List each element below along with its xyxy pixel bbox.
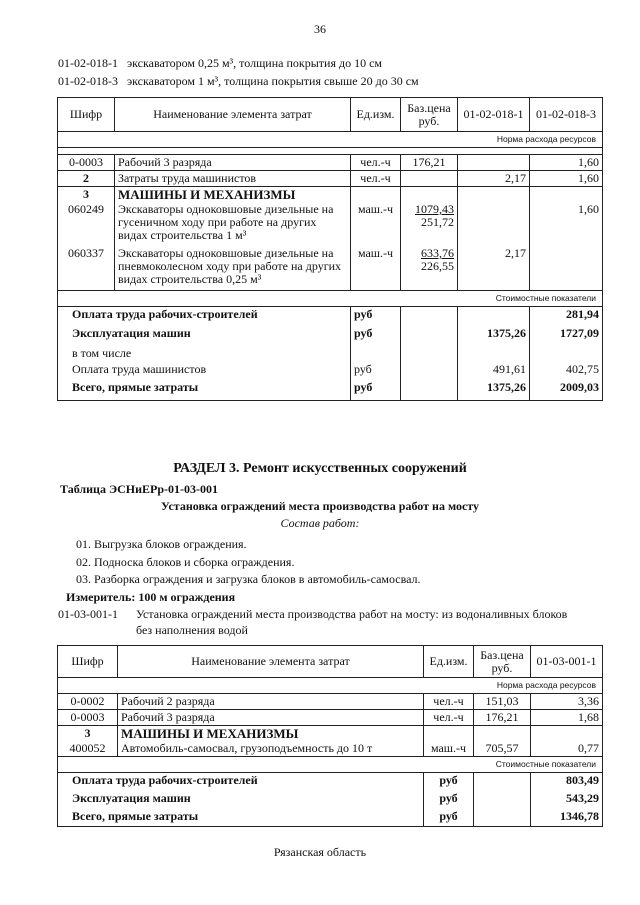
table-row [58, 362, 603, 380]
t2-header-name: Наименование элемента затрат [118, 646, 424, 678]
works-title: Состав работ: [280, 516, 360, 530]
t2-r2-unit: чел.-ч [424, 710, 474, 726]
t2-c1-unit: руб [424, 773, 474, 791]
t1-header-price: Баз.цена руб. [401, 98, 458, 132]
work-item-3: 03. Разборка ограждения и загрузка блоков в автомобиль-самосвал. [76, 572, 421, 586]
table-row [58, 710, 603, 726]
page-number: 36 [314, 22, 326, 36]
t2-c3-v1: 1346,78 [531, 809, 603, 827]
t1-c5-unit: руб [351, 380, 401, 400]
footer-region: Рязанская область [273, 845, 367, 859]
t2-r1-price: 151,03 [474, 694, 531, 710]
t2-m1-name: Автомобиль-самосвал, грузоподъемность до 10 т [118, 741, 424, 757]
t1-header-name: Наименование элемента затрат [115, 98, 351, 132]
t1-header-col1: 01-02-018-1 [458, 98, 530, 132]
t1-m1-price2: 251,72 [421, 215, 454, 229]
t1-m2-code: 060337 [58, 246, 115, 290]
t1-m1-unit: маш.-ч [351, 202, 401, 246]
top-line-2 [58, 74, 419, 89]
t1-m1-name: Экскаваторы одноковшовые дизельные на гусеничном ходу при работе на других видах строительства 1 м³ [115, 202, 351, 246]
table-row [58, 694, 603, 710]
t1-c2-v1: 1375,26 [458, 326, 530, 346]
t1-m1-price1: 1079,43 [415, 202, 454, 216]
t1-c5-v1: 1375,26 [458, 380, 530, 400]
t1-c1-v2: 281,94 [530, 306, 603, 326]
t2-m1-price: 705,57 [474, 741, 531, 757]
section-title: РАЗДЕЛ 3. Ремонт искусственных сооружений [173, 461, 467, 476]
t1-m2-name: Экскаваторы одноковшовые дизельные на пневмоколесном ходу при работе на других видах строительства 0,25 м³ [115, 246, 351, 290]
t2-r1-v1: 3,36 [531, 694, 603, 710]
t1-c1-unit: руб [351, 306, 401, 326]
t2-c2-v1: 543,29 [531, 791, 603, 809]
t1-header-code: Шифр [58, 98, 115, 132]
t1-c4-v1: 491,61 [458, 362, 530, 380]
table-row [58, 741, 603, 757]
table-row [58, 306, 603, 326]
t1-r1-code: 0-0003 [58, 155, 115, 171]
top-line-2-text: экскаватором 1 м³, толщина покрытия свыше 20 до 30 см [127, 74, 419, 88]
t2-m1-code: 400052 [58, 741, 118, 757]
t1-header-unit: Ед.изм. [351, 98, 401, 132]
t2-c1-v1: 803,49 [531, 773, 603, 791]
t1-m2-price1: 633,76 [421, 246, 454, 260]
t1-m1-v1 [458, 202, 530, 246]
t1-header-col2: 01-02-018-3 [530, 98, 603, 132]
t2-r2-v1: 1,68 [531, 710, 603, 726]
t2-c1-name: Оплата труда рабочих-строителей [58, 773, 424, 791]
t2-m1-v1: 0,77 [531, 741, 603, 757]
t1-r2-name: Затраты труда машинистов [115, 171, 351, 187]
t1-r1-v1 [458, 155, 530, 171]
t1-c5-name: Всего, прямые затраты [58, 380, 351, 400]
measure-unit: Измеритель: 100 м ограждения [66, 590, 236, 604]
item-code: 01-03-001-1 [58, 607, 118, 621]
top-line-1 [58, 56, 382, 71]
t2-header-code: Шифр [58, 646, 118, 678]
t2-r1-unit: чел.-ч [424, 694, 474, 710]
t2-c2-name: Эксплуатация машин [58, 791, 424, 809]
t1-m2-unit: маш.-ч [351, 246, 401, 290]
t1-norm-label: Норма расхода ресурсов [58, 132, 603, 148]
work-item-2: 02. Подноска блоков и сборка ограждения. [76, 555, 295, 569]
t1-cost-label: Стоимостные показатели [58, 290, 603, 306]
resource-table-2 [57, 645, 603, 827]
t2-r1-name: Рабочий 2 разряда [118, 694, 424, 710]
t1-c3-name: в том числе [58, 346, 351, 362]
table-row [58, 809, 603, 827]
table-row [58, 155, 603, 171]
t1-c4-name: Оплата труда машинистов [58, 362, 351, 380]
table-row [58, 791, 603, 809]
table-row [58, 187, 603, 203]
t2-r2-name: Рабочий 3 разряда [118, 710, 424, 726]
t1-m2-v1: 2,17 [458, 246, 530, 290]
t1-r2-v1: 2,17 [458, 171, 530, 187]
item-text-2: без наполнения водой [136, 623, 248, 637]
t2-section-name: МАШИНЫ И МЕХАНИЗМЫ [118, 726, 424, 742]
table-row [58, 246, 603, 290]
t2-norm-label: Норма расхода ресурсов [58, 678, 603, 694]
t1-r1-v2: 1,60 [530, 155, 603, 171]
t1-c1-name: Оплата труда рабочих-строителей [58, 306, 351, 326]
t2-section-code: 3 [58, 726, 118, 742]
t1-m2-price2: 226,55 [421, 259, 454, 273]
t1-r2-unit: чел.-ч [351, 171, 401, 187]
top-line-1-text: экскаватором 0,25 м³, толщина покрытия до 10 см [127, 56, 382, 70]
t1-c2-v2: 1727,09 [530, 326, 603, 346]
t2-r1-code: 0-0002 [58, 694, 118, 710]
table-row [58, 380, 603, 400]
table-row [58, 346, 603, 362]
table-id: Таблица ЭСНиЕРр-01-03-001 [60, 482, 219, 496]
t1-m1-v2: 1,60 [530, 202, 603, 246]
table-row [58, 202, 603, 246]
t1-m2-v2 [530, 246, 603, 290]
t1-c4-v2: 402,75 [530, 362, 603, 380]
t1-c2-unit: руб [351, 326, 401, 346]
t2-r2-price: 176,21 [474, 710, 531, 726]
t2-c3-unit: руб [424, 809, 474, 827]
table-title: Установка ограждений места производства работ на мосту [160, 499, 480, 513]
t2-header-price: Баз.цена руб. [474, 646, 531, 678]
resource-table-1 [57, 97, 603, 401]
t1-r1-price: 176,21 [401, 155, 458, 171]
t1-c2-name: Эксплуатация машин [58, 326, 351, 346]
t2-header-unit: Ед.изм. [424, 646, 474, 678]
t1-r2-price [401, 171, 458, 187]
t1-section-name: МАШИНЫ И МЕХАНИЗМЫ [115, 187, 351, 203]
table-row [58, 726, 603, 742]
t2-m1-unit: маш.-ч [424, 741, 474, 757]
table-row [58, 773, 603, 791]
t2-cost-label: Стоимостные показатели [58, 757, 603, 773]
t1-r2-code: 2 [58, 171, 115, 187]
t1-m1-code: 060249 [58, 202, 115, 246]
t2-c3-name: Всего, прямые затраты [58, 809, 424, 827]
t2-header-col1: 01-03-001-1 [531, 646, 603, 678]
t1-r2-v2: 1,60 [530, 171, 603, 187]
top-line-1-code: 01-02-018-1 [58, 56, 118, 70]
t1-section-code: 3 [58, 187, 115, 203]
t1-c4-unit: руб [351, 362, 401, 380]
t1-c1-v1 [458, 306, 530, 326]
t1-r1-unit: чел.-ч [351, 155, 401, 171]
t1-r1-name: Рабочий 3 разряда [115, 155, 351, 171]
top-line-2-code: 01-02-018-3 [58, 74, 118, 88]
table-row [58, 326, 603, 346]
table-row [58, 171, 603, 187]
t2-r2-code: 0-0003 [58, 710, 118, 726]
item-text-1: Установка ограждений места производства работ на мосту: из водоналивных блоков [136, 607, 568, 621]
t1-c5-v2: 2009,03 [530, 380, 603, 400]
t2-c2-unit: руб [424, 791, 474, 809]
work-item-1: 01. Выгрузка блоков ограждения. [76, 537, 247, 551]
